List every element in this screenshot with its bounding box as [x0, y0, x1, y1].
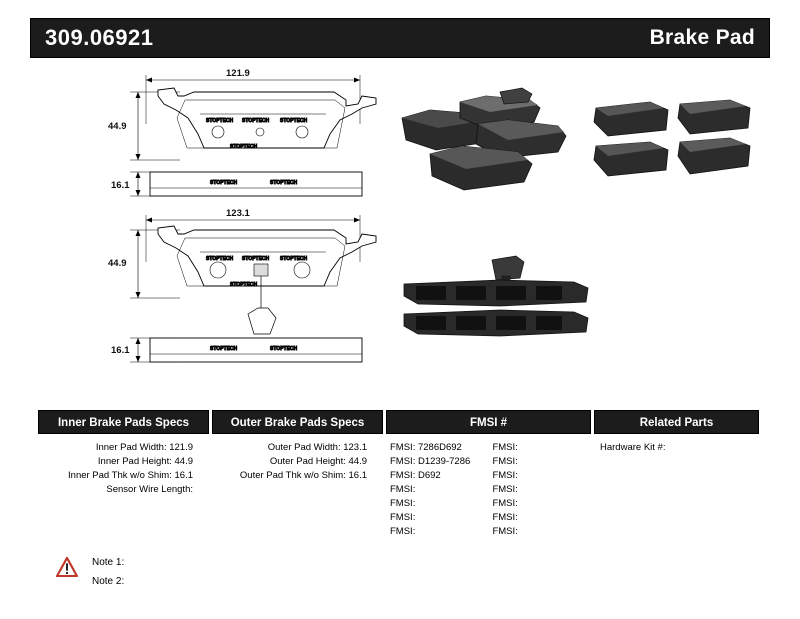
fmsi-cell-right: FMSI: — [492, 456, 518, 467]
inner-pad-face-view — [130, 75, 376, 160]
table-row — [386, 469, 591, 483]
related-parts-table — [594, 410, 762, 539]
table-row — [386, 497, 591, 511]
pad-photo-scatter-group — [402, 88, 566, 190]
note-line: Note 2: — [92, 576, 125, 587]
fmsi-cell-right: FMSI: — [492, 442, 518, 453]
spec-row: Outer Pad Thk w/o Shim: 16.1 — [239, 470, 367, 481]
dimension-outer-thickness: 16.1 — [111, 345, 130, 356]
outer-specs-title: Outer Brake Pads Specs — [212, 410, 383, 434]
svg-text:STOPTECH: STOPTECH — [210, 346, 238, 352]
notes-section — [56, 553, 124, 591]
svg-text:STOPTECH: STOPTECH — [210, 180, 238, 186]
fmsi-cell-right: FMSI: — [492, 470, 518, 481]
svg-text:STOPTECH: STOPTECH — [230, 282, 258, 288]
spec-row: Inner Pad Height: 44.9 — [97, 456, 193, 467]
spec-row: Outer Pad Width: 123.1 — [267, 442, 367, 453]
related-parts-title: Related Parts — [594, 410, 759, 434]
brake-pad-line-art — [30, 62, 770, 392]
fmsi-cell-left: FMSI: 7286D692 — [390, 442, 462, 453]
outer-specs-table — [212, 410, 386, 539]
svg-text:STOPTECH: STOPTECH — [270, 346, 298, 352]
fmsi-title: FMSI # — [386, 410, 591, 434]
table-row — [386, 455, 591, 469]
spec-row: Sensor Wire Length: — [106, 484, 193, 495]
technical-drawing-area — [30, 62, 770, 392]
product-type: Brake Pad — [649, 26, 755, 49]
pad-photo-grid-group — [594, 100, 750, 176]
header-bar — [30, 18, 770, 58]
fmsi-cell-left: FMSI: D692 — [390, 470, 441, 481]
outer-pad-face-view — [130, 215, 376, 326]
part-number: 309.06921 — [45, 25, 154, 50]
fmsi-cell-left: FMSI: — [390, 484, 416, 495]
svg-text:STOPTECH: STOPTECH — [206, 256, 234, 262]
svg-text:STOPTECH: STOPTECH — [242, 118, 270, 124]
outer-specs-body — [212, 434, 383, 483]
svg-text:STOPTECH: STOPTECH — [242, 256, 270, 262]
spec-row: Outer Pad Height: 44.9 — [269, 456, 367, 467]
spec-row: Inner Pad Width: 121.9 — [95, 442, 193, 453]
spec-row: Inner Pad Thk w/o Shim: 16.1 — [68, 470, 193, 481]
table-row — [386, 441, 591, 455]
table-row — [386, 525, 591, 539]
svg-text:STOPTECH: STOPTECH — [270, 180, 298, 186]
fmsi-cell-left: FMSI: — [390, 512, 416, 523]
fmsi-cell-right: FMSI: — [492, 512, 518, 523]
notes-text — [92, 553, 124, 591]
svg-text:STOPTECH: STOPTECH — [206, 118, 234, 124]
inner-specs-title: Inner Brake Pads Specs — [38, 410, 209, 434]
dimension-outer-width: 123.1 — [226, 208, 250, 219]
dimension-inner-width: 121.9 — [226, 68, 250, 79]
table-row — [386, 483, 591, 497]
warning-triangle-icon — [56, 557, 78, 577]
fmsi-cell-left: FMSI: — [390, 498, 416, 509]
fmsi-body — [386, 434, 591, 539]
table-row — [386, 511, 591, 525]
inner-specs-table — [38, 410, 212, 539]
fmsi-cell-right: FMSI: — [492, 526, 518, 537]
inner-specs-body — [38, 434, 209, 497]
svg-text:STOPTECH: STOPTECH — [230, 144, 258, 150]
dimension-outer-height: 44.9 — [108, 258, 127, 269]
outer-pad-edge-view — [130, 308, 362, 362]
related-parts-body — [594, 434, 759, 455]
svg-text:STOPTECH: STOPTECH — [280, 118, 308, 124]
fmsi-cell-left: FMSI: — [390, 526, 416, 537]
dimension-inner-height: 44.9 — [108, 121, 127, 132]
note-line: Note 1: — [92, 557, 125, 568]
table-row: Hardware Kit #: — [600, 442, 666, 453]
specs-tables — [38, 410, 762, 539]
pad-photo-sensor-group — [404, 256, 588, 336]
svg-text:STOPTECH: STOPTECH — [280, 256, 308, 262]
dimension-inner-thickness: 16.1 — [111, 180, 130, 191]
fmsi-table — [386, 410, 594, 539]
inner-pad-edge-view — [130, 172, 362, 196]
fmsi-cell-right: FMSI: — [492, 484, 518, 495]
fmsi-cell-left: FMSI: D1239-7286 — [390, 456, 471, 467]
fmsi-cell-right: FMSI: — [492, 498, 518, 509]
